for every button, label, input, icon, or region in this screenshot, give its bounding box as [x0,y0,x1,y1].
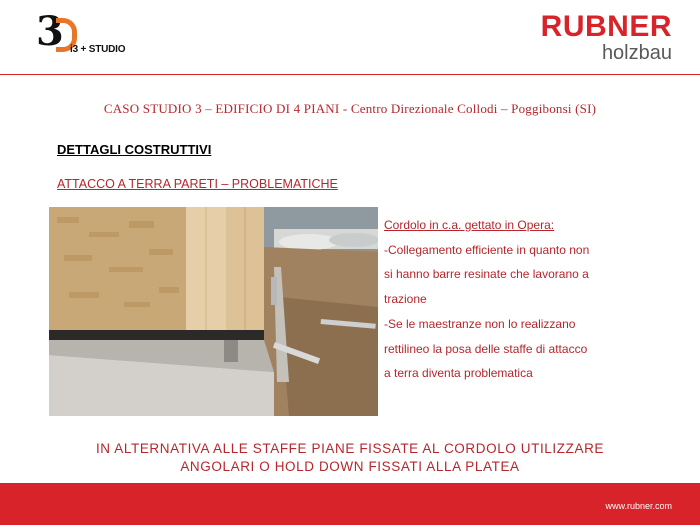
logo-studio-label: i3 + STUDIO [70,44,126,55]
alternative-line-1: IN ALTERNATIVA ALLE STAFFE PIANE FISSATE AL CORDOLO UTILIZZARE [95,441,605,456]
header-divider [0,74,700,75]
rubner-sub: holzbau [601,42,672,64]
rubner-brand: RUBNER [540,10,672,43]
construction-photo [49,207,378,416]
i3-studio-logo [36,8,136,60]
notes-line: trazione [384,292,427,307]
notes-line: -Collegamento efficiente in quanto non [384,242,590,257]
notes-block [384,213,684,386]
notes-heading: Cordolo in c.a. gettato in Opera: [384,218,555,232]
alternative-line-2: ANGOLARI O HOLD DOWN FISSATI ALLA PLATEA [180,459,520,474]
notes-line: -Se le maestranze non lo realizzano [384,316,576,331]
footer-url[interactable]: www.rubner.com [605,501,672,511]
rubner-logo [541,12,672,64]
logo-three-glyph: 3 [36,8,64,55]
case-title: CASO STUDIO 3 – EDIFICIO DI 4 PIANI - Centro Direzionale Collodi – Poggibonsi (SI) [103,101,597,116]
subsection-title: ATTACCO A TERRA PARETI – PROBLEMATICHE [57,177,338,191]
notes-line: si hanno barre resinate che lavorano a [384,267,589,282]
footer-bar [0,483,700,525]
alternative-note [0,440,700,476]
photo-illustration [49,207,378,416]
section-title: DETTAGLI COSTRUTTIVI [57,142,212,157]
notes-line: rettilineo la posa delle staffe di attacco [384,341,588,356]
notes-line: a terra diventa problematica [384,366,533,381]
